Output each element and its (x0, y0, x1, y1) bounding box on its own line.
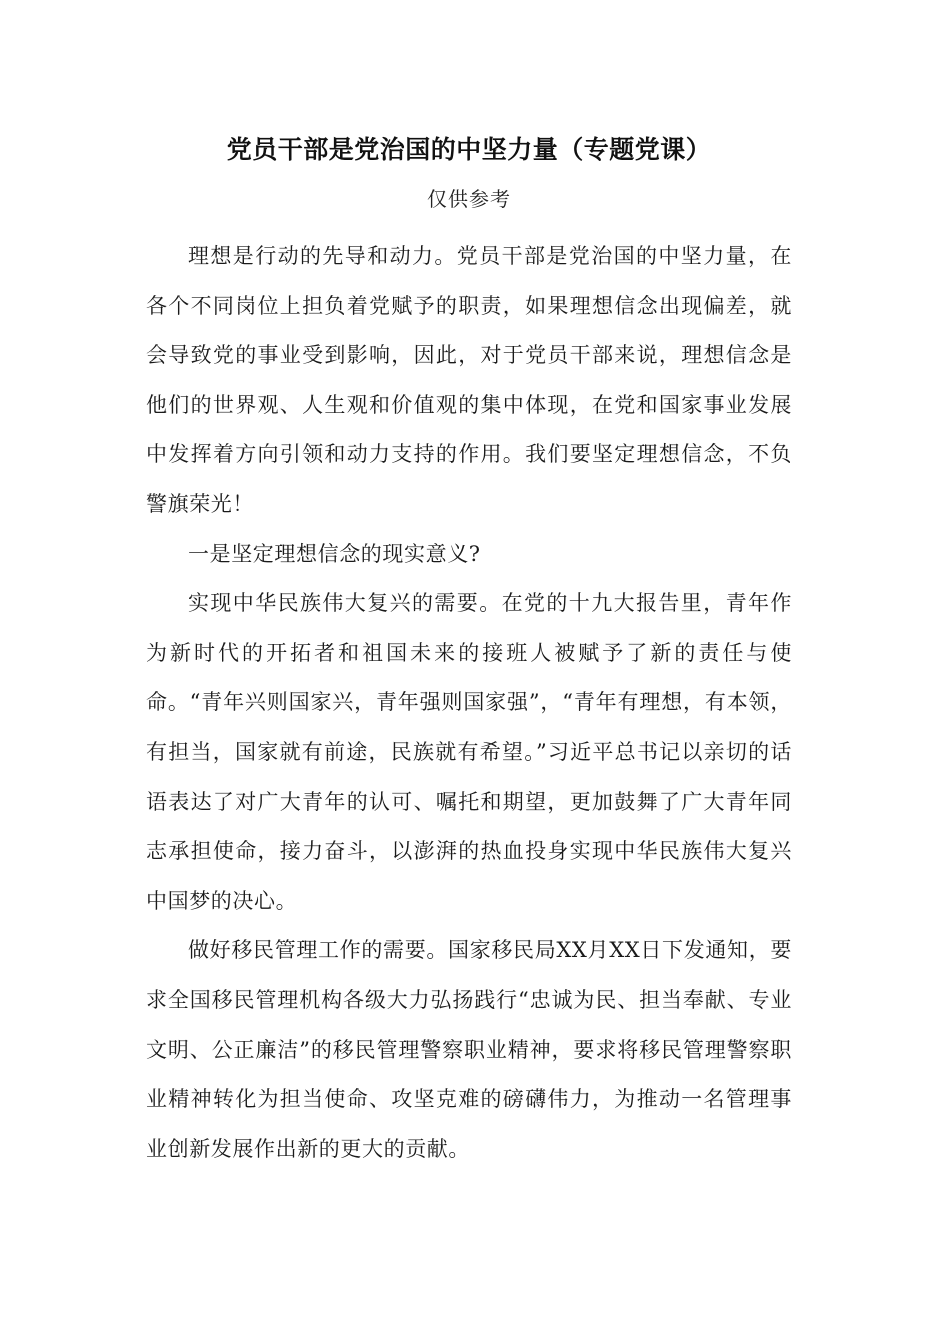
paragraph-immigration: 做好移民管理工作的需要。国家移民局XX月XX日下发通知，要求全国移民管理机构各级大力弘扬践行“忠诚为民、担当奉献、专业文明、公正廉洁”的移民管理警察职业精神，要求将移民管理警察职业精神转化为担当使命、攻坚克难的磅礴伟力，为推动一名管理事业创新发展作出新的更大的贡献。 (146, 938, 792, 1161)
document-content (146, 132, 792, 1174)
document-body (146, 232, 792, 1174)
paragraph-heading-1: 一是坚定理想信念的现实意义? (188, 541, 481, 566)
paragraph-intro: 理想是行动的先导和动力。党员干部是党治国的中坚力量，在各个不同岗位上担负着党赋予的职责，如果理想信念出现偏差，就会导致党的事业受到影响，因此，对于党员干部来说，理想信念是他们的世界观、人生观和价值观的集中体现，在党和国家事业发展中发挥着方向引领和动力支持的作用。我们要坚定理想信念，不负警旗荣光！ (146, 244, 792, 516)
document-subtitle: 仅供参考 (427, 187, 511, 211)
document-title: 党员干部是党治国的中坚力量（专题党课） (226, 135, 712, 164)
paragraph-rejuvenation: 实现中华民族伟大复兴的需要。在党的十九大报告里，青年作为新时代的开拓者和祖国未来的接班人被赋予了新的责任与使命。“青年兴则国家兴，青年强则国家强”，“青年有理想，有本领，有担当，国家就有前途，民族就有希望。”习近平总书记以亲切的话语表达了对广大青年的认可、嘱托和期望，更加鼓舞了广大青年同志承担使命，接力奋斗，以澎湃的热血投身实现中华民族伟大复兴中国梦的决心。 (146, 591, 792, 913)
